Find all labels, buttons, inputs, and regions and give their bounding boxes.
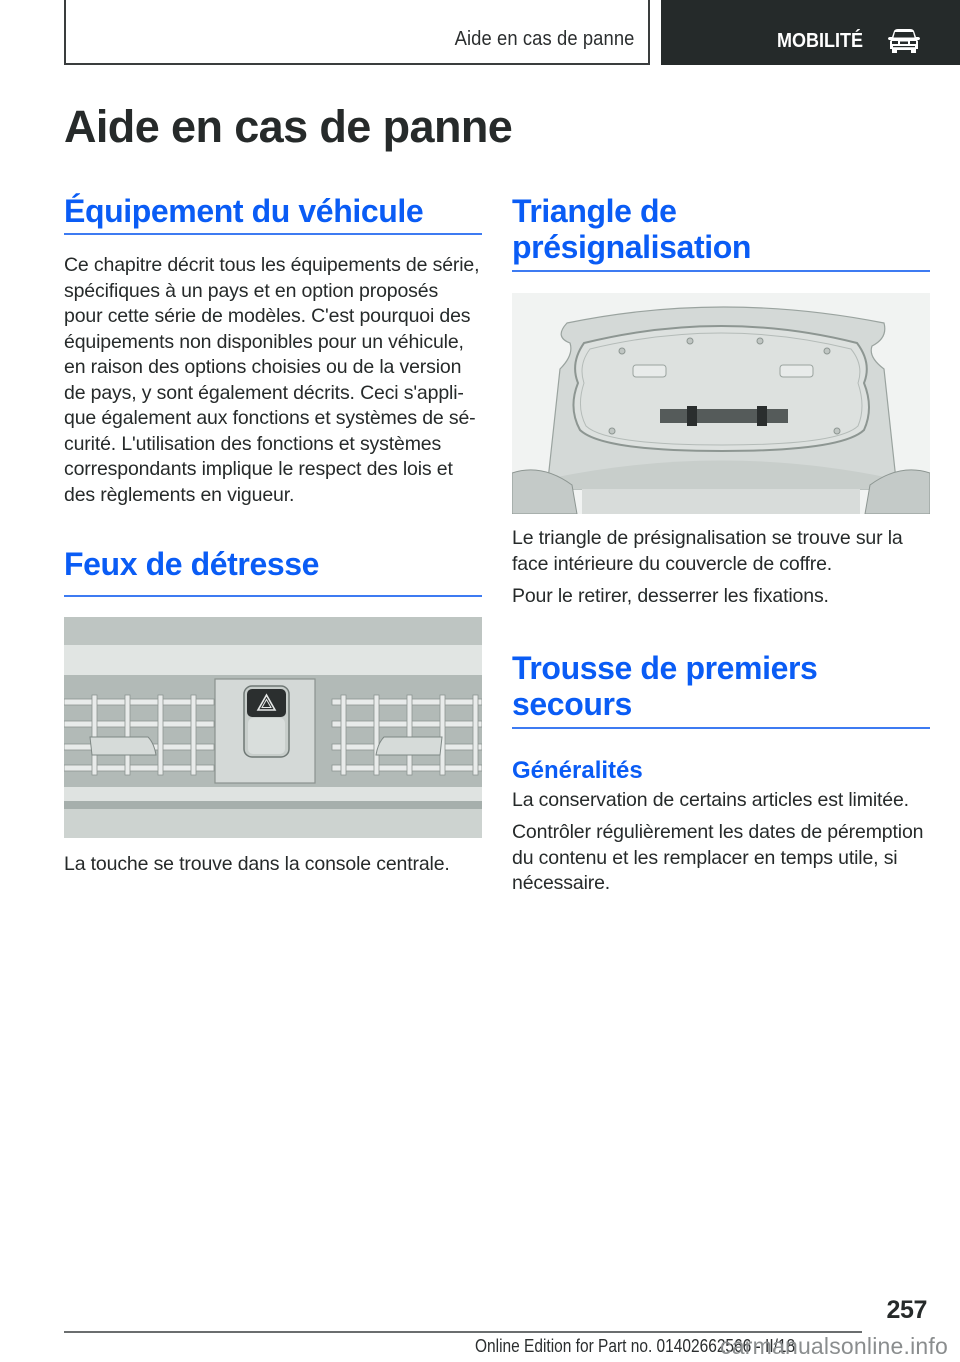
heading-first-aid-kit: [512, 650, 930, 722]
left-column: [64, 193, 482, 878]
chapter-label: MOBILITÉ: [777, 30, 863, 52]
page-title: Aide en cas de panne: [64, 101, 513, 152]
edition-label: Online Edition for Part no. 01402662566 - II/18: [475, 1336, 796, 1356]
heading-underline: [512, 727, 930, 729]
warning-triangle-location-text: [512, 526, 930, 577]
heading-underline: [512, 270, 930, 272]
text-line: face intérieure du couvercle de coffre.: [512, 552, 833, 575]
heading-line: secours: [512, 685, 632, 722]
first-aid-check-text: [512, 820, 930, 897]
equipment-paragraph: [64, 253, 482, 508]
right-column: [512, 193, 930, 897]
section-hazard-lights: [64, 546, 482, 878]
text-line: de pays, y sont également décrits. Ceci s'appli-: [64, 381, 464, 404]
watermark-link[interactable]: carmanualsonline.info: [720, 1333, 948, 1359]
chapter-header-tab: [661, 0, 960, 65]
first-aid-shelf-life-text: La conservation de certains articles est limitée.: [512, 788, 909, 811]
text-line: Ce chapitre décrit tous les équipements de série,: [64, 254, 480, 276]
section-label: Aide en cas de panne: [454, 28, 634, 50]
text-line: équipements non disponibles pour un véhicule,: [64, 330, 464, 353]
section-warning-triangle: [512, 193, 930, 610]
text-line: du contenu et les remplacer en temps utile, si: [512, 846, 898, 869]
text-line: en raison des options choisies ou de la version: [64, 356, 462, 378]
text-line: Contrôler régulièrement les dates de péremption: [512, 821, 924, 843]
trunk-lid-illustration: [512, 293, 930, 514]
text-line: curité. L'utilisation des fonctions et systèmes: [64, 432, 442, 455]
section-header-tab: [64, 0, 650, 65]
text-line: correspondants implique le respect des lois et: [64, 458, 453, 480]
warning-triangle-figure: [512, 293, 930, 514]
hazard-lights-caption: La touche se trouve dans la console centrale.: [64, 853, 450, 875]
heading-underline: [64, 233, 482, 235]
warning-triangle-removal-text: Pour le retirer, desserrer les fixations.: [512, 585, 829, 607]
hazard-button-figure: [64, 617, 482, 838]
page-number: 257: [886, 1296, 927, 1324]
heading-line: Trousse de premiers: [512, 649, 818, 686]
text-line: que également aux fonctions et systèmes de sé-: [64, 407, 476, 429]
section-equipment: [64, 193, 482, 508]
heading-underline: [64, 595, 482, 597]
heading-hazard-lights: Feux de détresse: [64, 546, 320, 582]
text-line: spécifiques à un pays et en option proposés: [64, 279, 439, 302]
heading-equipment: Équipement du véhicule: [64, 193, 424, 229]
heading-line: Triangle de: [512, 193, 677, 229]
heading-line: présignalisation: [512, 229, 751, 265]
text-line: nécessaire.: [512, 872, 611, 894]
car-front-icon: [887, 28, 921, 54]
section-first-aid-kit: [512, 650, 930, 897]
text-line: pour cette série de modèles. C'est pourquoi des: [64, 305, 471, 327]
subheading-general: Généralités: [512, 756, 643, 784]
hazard-button-illustration: [64, 617, 482, 838]
text-line: Le triangle de présignalisation se trouve sur la: [512, 527, 903, 549]
text-line: des règlements en vigueur.: [64, 483, 295, 506]
heading-warning-triangle: [512, 193, 930, 265]
